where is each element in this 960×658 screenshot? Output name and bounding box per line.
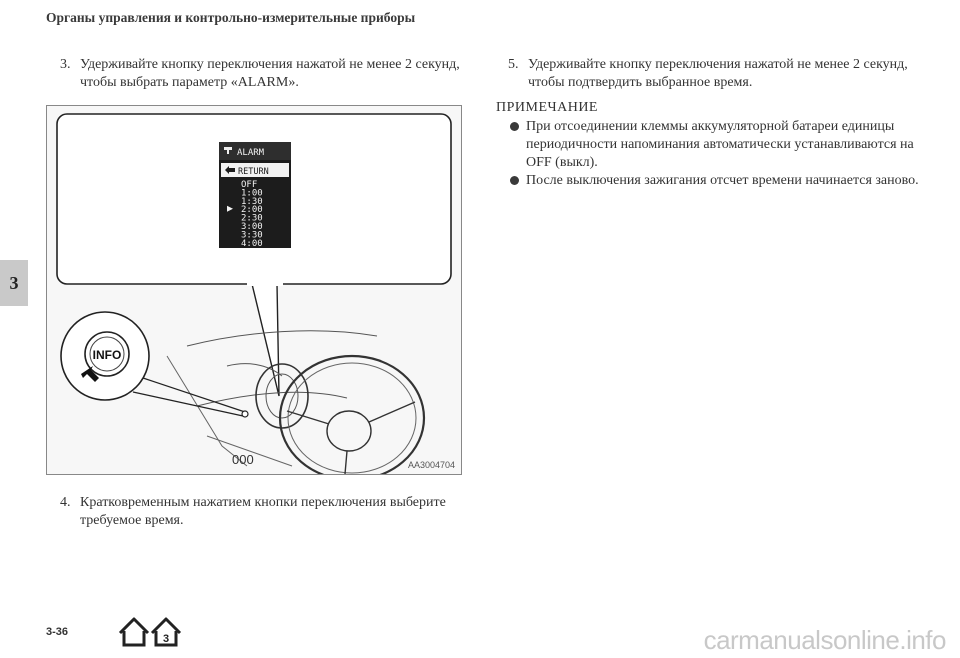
display-option: OFF (241, 180, 258, 190)
step-4-number: 4. (60, 495, 71, 510)
step-4-text: Кратковременным нажатием кнопки переключения выберите требуемое время. (80, 495, 446, 528)
display-option: 4:00 (241, 238, 263, 249)
pointer-cover (247, 282, 283, 286)
step-5-text: Удерживайте кнопку переключения нажатой не менее 2 секунд, чтобы подтвердить выбранное время. (528, 57, 908, 90)
vent-text: 000 (232, 452, 254, 467)
note-item-text: При отсоединении клеммы аккумуляторной батареи единицы периодичности напоминания автоматически устанавливаются на OFF (выкл). (526, 119, 914, 170)
display-option: 1:00 (241, 188, 263, 199)
step-3-number: 3. (60, 57, 71, 72)
page-number: 3-36 (46, 626, 69, 638)
button-callout-line-2 (133, 392, 243, 416)
display-option: 3:00 (241, 222, 263, 232)
chapter-home-icon[interactable] (152, 619, 180, 645)
step-4 (60, 494, 480, 530)
steering-spokes (287, 402, 415, 474)
figure-illustration (47, 106, 461, 474)
display-option: 2:00 (241, 205, 263, 216)
figure-code: AA3004704 (407, 460, 455, 470)
button-location-dot (242, 411, 248, 417)
step-3 (60, 56, 480, 92)
callout-pointer (252, 284, 279, 396)
steering-hub (327, 411, 371, 451)
home-icon[interactable] (120, 619, 148, 645)
dash-line-4 (167, 356, 247, 466)
page-header-title: Органы управления и контрольно-измерительные приборы (46, 10, 416, 25)
display-option: 3:30 (241, 230, 263, 241)
step-5-number: 5. (508, 57, 519, 72)
instrument-panel-figure (46, 105, 462, 475)
note-block (496, 100, 926, 190)
display-return-label: RETURN (238, 167, 269, 177)
bullet-icon (510, 176, 519, 185)
note-item (496, 118, 926, 172)
chapter-home-number: 3 (162, 633, 170, 645)
note-heading: ПРИМЕЧАНИЕ (496, 100, 598, 115)
nav-icons (116, 613, 186, 656)
display-option: 2:30 (241, 213, 263, 224)
bullet-icon (510, 122, 519, 131)
step-3-text: Удерживайте кнопку переключения нажатой не менее 2 секунд, чтобы выбрать параметр «ALARM». (80, 57, 460, 90)
display-title: ALARM (237, 148, 265, 158)
note-list (496, 118, 926, 190)
step-5 (508, 56, 928, 92)
note-item (496, 172, 926, 190)
button-callout-line-1 (143, 378, 245, 412)
steering-wheel-inner (288, 363, 416, 473)
chapter-tab-number: 3 (9, 272, 19, 293)
dash-line-1 (187, 331, 377, 346)
display-option: 1:30 (241, 196, 263, 207)
chapter-tab (0, 260, 28, 306)
watermark: carmanualsonline.info (703, 625, 946, 655)
info-button-label: INFO (92, 348, 122, 362)
note-item-text: После выключения зажигания отсчет времени начинается заново. (526, 173, 919, 188)
